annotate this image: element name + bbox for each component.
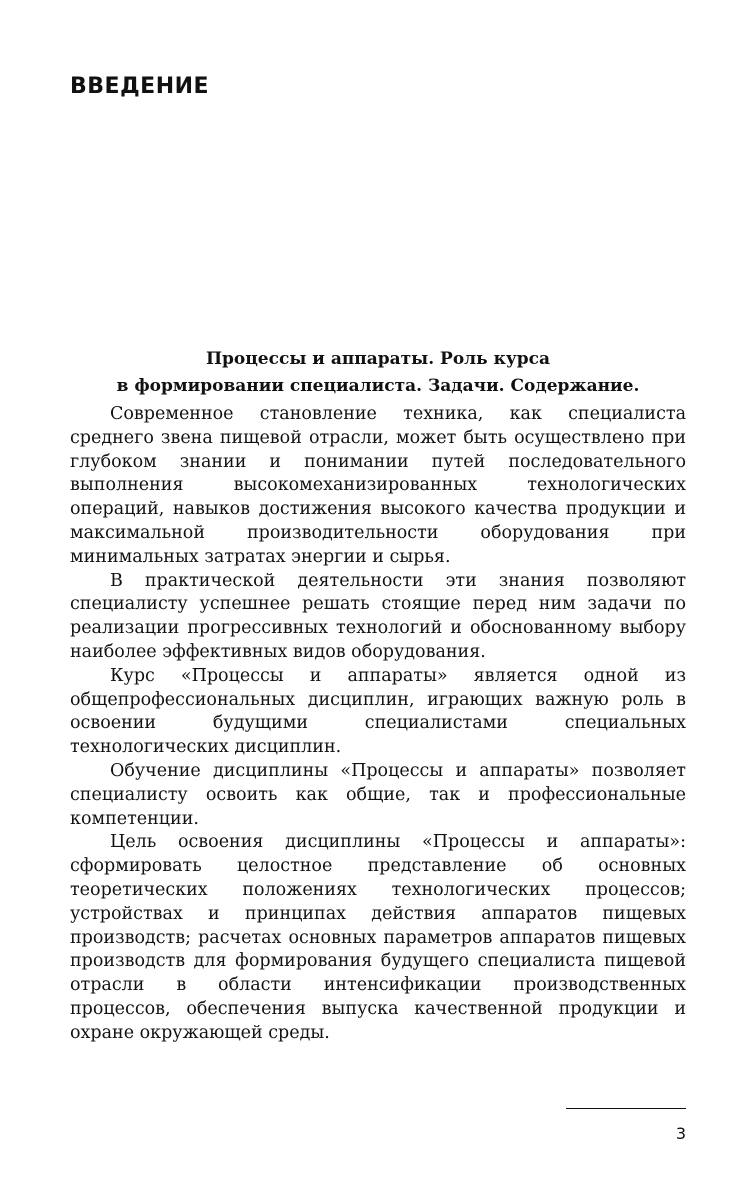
paragraph-3: Курс «Процессы и аппараты» является одной из общепрофессиональных дисциплин, играющих важную роль в освоении будущими специалистами специальных технологических дисциплин. (70, 665, 686, 758)
paragraph-2: В практической деятельности эти знания позволяют специалисту успешнее решать стоящие перед ним задачи по реализации прогрессивных технологий и обоснованному выбору наиболее эффективных видов оборудования. (70, 570, 686, 662)
body-text (70, 403, 686, 1046)
chapter-title: ВВЕДЕНИЕ (70, 74, 210, 99)
paragraph-4: Обучение дисциплины «Процессы и аппараты» позволяет специалисту освоить как общие, так и профессиональные компетенции. (70, 760, 686, 829)
section-heading-line-1: Процессы и аппараты. Роль курса (205, 349, 551, 369)
section-heading-line-2: в формировании специалиста. Задачи. Содержание. (116, 376, 640, 396)
paragraph-1: Современное становление техника, как специалиста среднего звена пищевой отрасли, может быть осуществлено при глубоком знании и понимании путей последовательного выполнения высокомеханизированных технологических операций, навыков достижения высокого качества продукции и максимальной производительности оборудования при минимальных затратах энергии и сырья. (70, 404, 686, 567)
footer-rule (566, 1108, 686, 1109)
section-heading (70, 346, 686, 400)
paragraph-5: Цель освоения дисциплины «Процессы и аппараты»: сформировать целостное представление об основных теоретических положениях технологических процессов; устройствах и принципах действия аппаратов пищевых производств; расчетах основных параметров аппаратов пищевых производств для формирования будущего специалиста пищевой отрасли в области интенсификации производственных процессов, обеспечения выпуска качественной продукции и охране окружающей среды. (70, 832, 686, 1043)
page-number: 3 (675, 1124, 686, 1143)
